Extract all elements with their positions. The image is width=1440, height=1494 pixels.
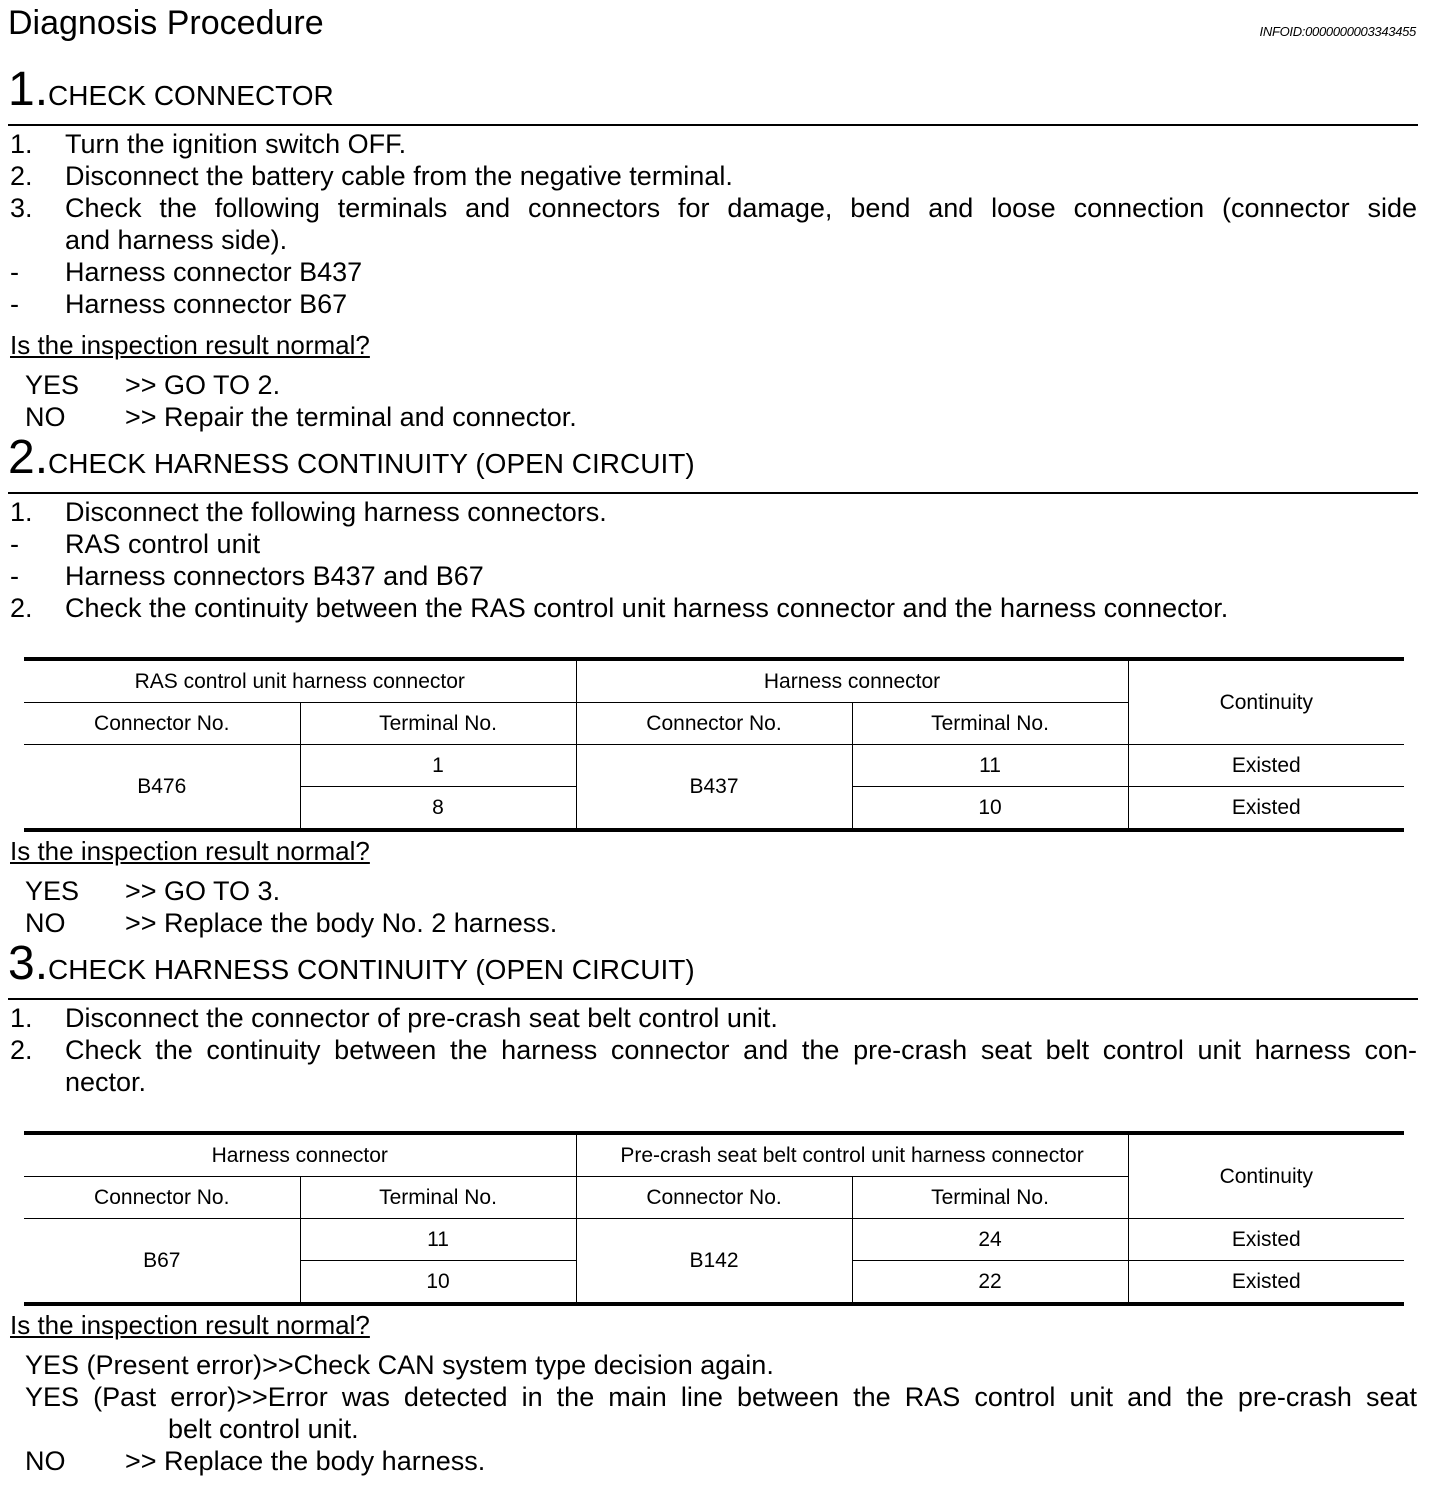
divider	[8, 492, 1418, 494]
list-item: Check the following terminals and connectors for damage, bend and loose connection (connector side	[65, 193, 1417, 223]
answer-text: YES (Present error)>>Check CAN system type decision again.	[25, 1350, 774, 1380]
list-item: Check the continuity between the harness connector and the pre-crash seat belt control unit harness con-	[65, 1035, 1417, 1065]
table-cell: 1	[300, 745, 576, 787]
table-cell: 24	[852, 1219, 1128, 1261]
table-header: Connector No.	[576, 1177, 852, 1219]
step-number: 2.	[8, 431, 49, 484]
step-title: CHECK HARNESS CONTINUITY (OPEN CIRCUIT)	[48, 448, 695, 479]
table-cell-connector: B67	[24, 1219, 300, 1305]
table-cell: 11	[852, 745, 1128, 787]
table-row	[24, 745, 1404, 787]
divider	[8, 124, 1418, 126]
answer-label: NO	[25, 908, 66, 938]
table-header: Connector No.	[24, 703, 300, 745]
table-cell: 8	[300, 787, 576, 831]
list-marker: -	[10, 257, 19, 287]
list-marker: -	[10, 561, 19, 591]
list-marker: 1.	[10, 129, 33, 159]
answer-text: >> GO TO 3.	[125, 876, 281, 906]
list-item: Disconnect the battery cable from the negative terminal.	[65, 161, 733, 191]
list-marker: -	[10, 289, 19, 319]
list-marker: 1.	[10, 1003, 33, 1033]
step-1-heading	[8, 63, 334, 116]
answer-text: >> Repair the terminal and connector.	[125, 402, 577, 432]
answer-label: NO	[25, 1446, 66, 1476]
inspection-question: Is the inspection result normal?	[10, 1310, 370, 1340]
continuity-table-2	[24, 1131, 1404, 1306]
table-cell-result: Existed	[1128, 1261, 1404, 1305]
divider	[8, 998, 1418, 1000]
table-header: Terminal No.	[300, 1177, 576, 1219]
step-title: CHECK CONNECTOR	[48, 80, 334, 111]
answer-text: >> Replace the body No. 2 harness.	[125, 908, 558, 938]
list-marker: 2.	[10, 1035, 33, 1065]
answer-text: >> Replace the body harness.	[125, 1446, 486, 1476]
table-group-header: Harness connector	[576, 659, 1128, 703]
answer-text: YES (Past error)>>Error was detected in the main line between the RAS control unit and the pre-crash seat	[25, 1382, 1417, 1412]
table-cell: 10	[300, 1261, 576, 1305]
list-marker: -	[10, 529, 19, 559]
step-3-heading	[8, 937, 695, 990]
table-header: Terminal No.	[852, 1177, 1128, 1219]
continuity-table-1	[24, 657, 1404, 832]
list-item: Harness connector B437	[65, 257, 363, 287]
answer-text-continuation: belt control unit.	[168, 1414, 359, 1444]
list-item: Disconnect the connector of pre-crash seat belt control unit.	[65, 1003, 778, 1033]
table-group-header-row	[24, 659, 1404, 703]
list-marker: 2.	[10, 161, 33, 191]
step-number: 1.	[8, 63, 49, 116]
list-marker: 1.	[10, 497, 33, 527]
table-cell-connector: B437	[576, 745, 852, 831]
answer-label: NO	[25, 402, 66, 432]
table-cell: 10	[852, 787, 1128, 831]
step-title: CHECK HARNESS CONTINUITY (OPEN CIRCUIT)	[48, 954, 695, 985]
table-header-continuity: Continuity	[1128, 1133, 1404, 1219]
answer-label: YES	[25, 876, 80, 906]
page-title: Diagnosis Procedure	[8, 4, 324, 42]
table-group-header-row	[24, 1133, 1404, 1177]
table-header: Terminal No.	[852, 703, 1128, 745]
info-id: INFOID:0000000003343455	[1259, 24, 1416, 39]
list-item: Check the continuity between the RAS control unit harness connector and the harness connector.	[65, 593, 1229, 623]
table-cell: 11	[300, 1219, 576, 1261]
table-group-header: RAS control unit harness connector	[24, 659, 576, 703]
table-group-header: Pre-crash seat belt control unit harness connector	[576, 1133, 1128, 1177]
list-item: Disconnect the following harness connectors.	[65, 497, 607, 527]
table-header: Connector No.	[576, 703, 852, 745]
table-group-header: Harness connector	[24, 1133, 576, 1177]
table-cell-result: Existed	[1128, 745, 1404, 787]
list-item-continuation: nector.	[65, 1067, 147, 1097]
table-header-continuity: Continuity	[1128, 659, 1404, 745]
table-cell-connector: B476	[24, 745, 300, 831]
table-cell: 22	[852, 1261, 1128, 1305]
step-number: 3.	[8, 937, 49, 990]
table-cell-result: Existed	[1128, 1219, 1404, 1261]
table-header: Terminal No.	[300, 703, 576, 745]
list-marker: 2.	[10, 593, 33, 623]
list-item: Harness connector B67	[65, 289, 348, 319]
table-header: Connector No.	[24, 1177, 300, 1219]
list-item: Harness connectors B437 and B67	[65, 561, 484, 591]
table-cell-connector: B142	[576, 1219, 852, 1305]
list-marker: 3.	[10, 193, 33, 223]
inspection-question: Is the inspection result normal?	[10, 330, 370, 360]
table-row	[24, 1219, 1404, 1261]
list-item-continuation: and harness side).	[65, 225, 288, 255]
inspection-question: Is the inspection result normal?	[10, 836, 370, 866]
list-item: RAS control unit	[65, 529, 261, 559]
answer-label: YES	[25, 370, 80, 400]
table-cell-result: Existed	[1128, 787, 1404, 831]
step-2-heading	[8, 431, 695, 484]
list-item: Turn the ignition switch OFF.	[65, 129, 407, 159]
answer-text: >> GO TO 2.	[125, 370, 281, 400]
